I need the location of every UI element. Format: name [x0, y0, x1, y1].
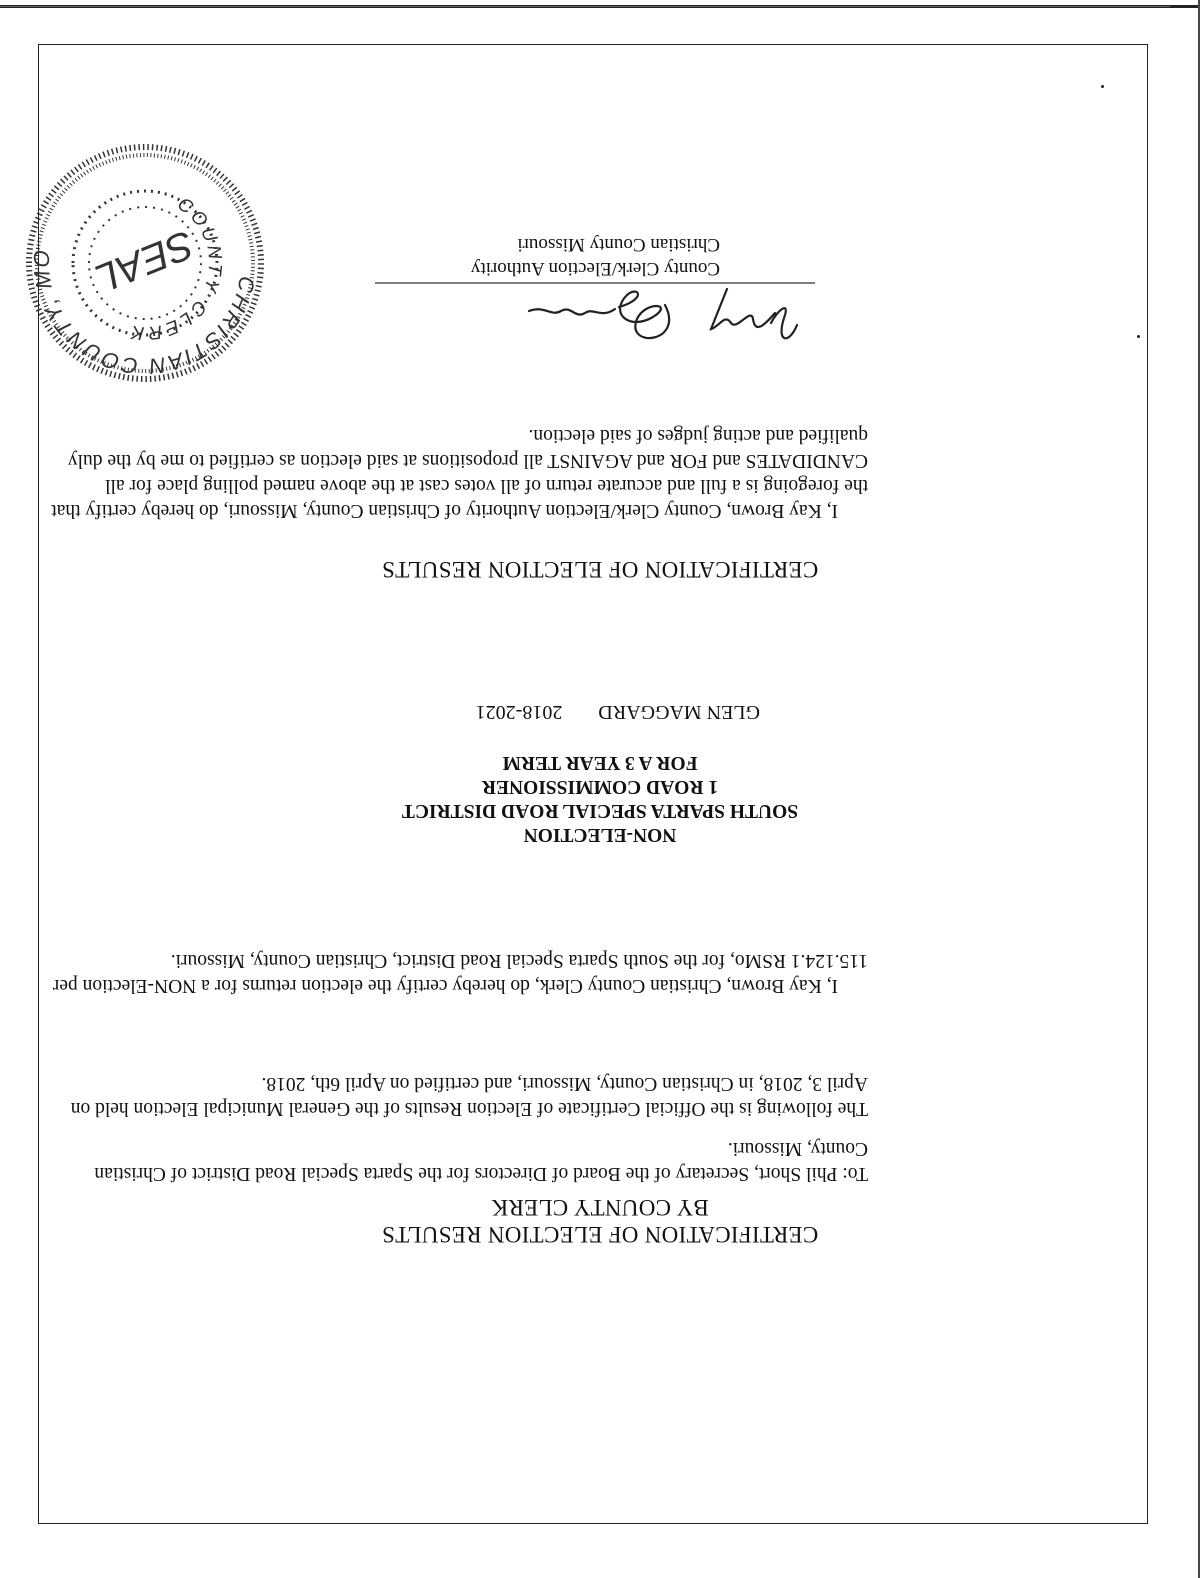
- candidate-term: 2018-2021: [475, 701, 563, 723]
- seal-center-text: SEAL: [88, 221, 200, 301]
- intro-paragraph: The following is the Official Certificate of Election Results of the General Municipal Election held on April 3, 2018, in Christian County, Missouri, and certified on April 6th, 2018.: [70, 1073, 868, 1119]
- signer-title: County Clerk/Election Authority: [470, 258, 720, 279]
- seal-inner-text: COUNTY CLERK: [127, 193, 226, 344]
- to-line: To: Phil Short, Secretary of the Board of Directors for the Sparta Special Road District of Christian County, Missouri.: [94, 1138, 868, 1184]
- non-election-heading: NON-ELECTION: [523, 824, 677, 845]
- county-clerk-seal: [25, 143, 265, 383]
- scan-speck: [1137, 335, 1140, 338]
- certification-paragraph: I, Kay Brown, County Clerk/Election Authority of Christian County, Missouri, do hereby certify that the foregoing is a full and accurate return of all votes cast at the above named polling place for all CANDIDATES and FOR and AGAINST all propositions at said election as certified to me by the duly qualified and acting judges of said election.: [51, 425, 868, 521]
- certify-paragraph: I, Kay Brown, Christian County Clerk, do hereby certify the election returns for a NON-Election per 115.124.1 RSMo, for the South Sparta Special Road District, Christian County, Missouri.: [52, 950, 868, 996]
- document-subtitle: BY COUNTY CLERK: [491, 1195, 709, 1220]
- document-title: CERTIFICATION OF ELECTION RESULTS: [381, 1222, 819, 1247]
- term-length: FOR A 3 YEAR TERM: [502, 752, 698, 773]
- signature-image: [375, 268, 815, 353]
- district-name: SOUTH SPARTA SPECIAL ROAD DISTRICT: [401, 800, 799, 821]
- candidate-line: [200, 700, 760, 723]
- certification-title: CERTIFICATION OF ELECTION RESULTS: [381, 557, 819, 582]
- signer-county: Christian County Missouri: [517, 234, 720, 255]
- office-name: 1 ROAD COMMISSIONER: [481, 776, 719, 797]
- candidate-name: GLEN MAGGARD: [598, 701, 760, 723]
- scan-edge-line: [0, 6, 1170, 7]
- seal-outer-text: CHRISTIAN COUNTY, MO: [28, 247, 261, 380]
- signature-block: [320, 232, 720, 280]
- scan-speck: [1101, 85, 1104, 88]
